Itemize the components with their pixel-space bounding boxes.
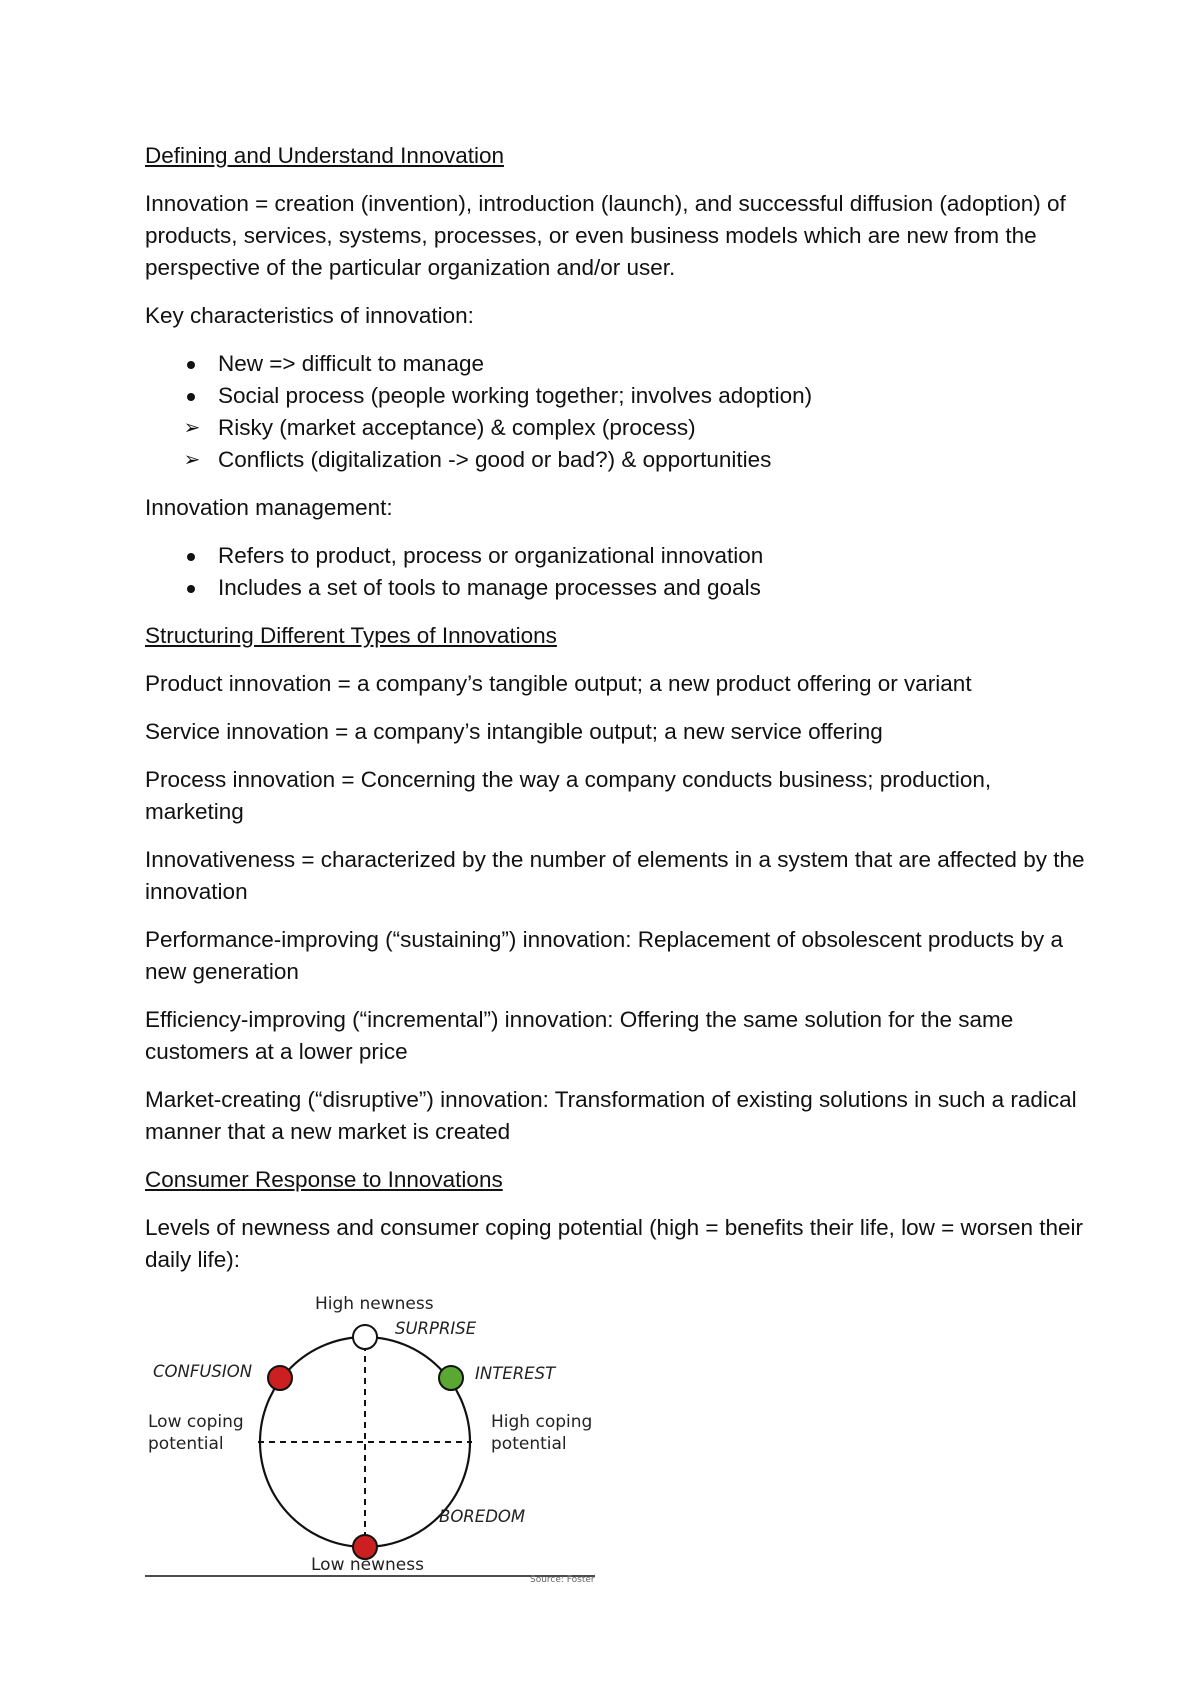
list-item — [145, 572, 1085, 604]
low-newness-label: Low newness — [311, 1555, 424, 1575]
section-heading-consumer: Consumer Response to Innovations — [145, 1167, 503, 1192]
surprise-point — [353, 1325, 377, 1349]
list-item-text: New => difficult to manage — [218, 351, 484, 376]
section-heading-defining: Defining and Understand Innovation — [145, 143, 505, 168]
confusion-label: CONFUSION — [153, 1362, 253, 1381]
list-item-text: Refers to product, process or organizational innovation — [218, 543, 764, 568]
list-item — [145, 348, 1085, 380]
low-coping-label-line1: Low coping — [148, 1412, 244, 1432]
list-item-text: Conflicts (digitalization -> good or bad?) & opportunities — [218, 447, 772, 472]
source-caption: Source: Foster — [530, 1575, 595, 1585]
type-paragraph: Product innovation = a company’s tangible output; a new product offering or variant — [145, 671, 972, 696]
newness-coping-diagram — [145, 1292, 595, 1585]
boredom-label: BOREDOM — [439, 1507, 526, 1526]
innovation-management-list — [145, 540, 1085, 604]
list-item-text: Includes a set of tools to manage processes and goals — [218, 575, 761, 600]
list-item — [145, 380, 1085, 412]
list-item — [145, 444, 1085, 476]
high-newness-label: High newness — [315, 1294, 434, 1314]
innovation-management-intro: Innovation management: — [145, 495, 393, 520]
confusion-point — [268, 1366, 292, 1390]
list-item-text: Social process (people working together; involves adoption) — [218, 383, 813, 408]
key-characteristics-list — [145, 348, 1085, 476]
consumer-intro: Levels of newness and consumer coping potential (high = benefits their life, low = worsen their daily life): — [145, 1215, 1084, 1272]
list-item-text: Risky (market acceptance) & complex (process) — [218, 415, 696, 440]
type-paragraph: Efficiency-improving (“incremental”) innovation: Offering the same solution for the same customers at a lower price — [145, 1007, 1014, 1064]
key-characteristics-intro: Key characteristics of innovation: — [145, 303, 474, 328]
list-item — [145, 540, 1085, 572]
interest-label: INTEREST — [475, 1364, 556, 1383]
list-item — [145, 412, 1085, 444]
type-paragraph: Innovativeness = characterized by the number of elements in a system that are affected by the innovation — [145, 847, 1085, 904]
surprise-label: SURPRISE — [395, 1319, 477, 1338]
type-paragraph: Market-creating (“disruptive”) innovation: Transformation of existing solutions in such a radical manner that a new market is created — [145, 1087, 1077, 1144]
high-coping-label-line1: High coping — [491, 1412, 593, 1432]
innovation-definition: Innovation = creation (invention), introduction (launch), and successful diffusion (adoption) of products, services, systems, processes, or even business models which are new from the perspective of the particular organization and/or user. — [145, 191, 1066, 280]
arrow-bullet-icon: ➢ — [183, 449, 201, 471]
high-coping-label-line2: potential — [491, 1434, 567, 1454]
low-coping-label-line2: potential — [148, 1434, 224, 1454]
section-heading-types: Structuring Different Types of Innovations — [145, 623, 557, 648]
type-paragraph: Process innovation = Concerning the way a company conducts business; production, marketing — [145, 767, 992, 824]
type-paragraph: Performance-improving (“sustaining”) innovation: Replacement of obsolescent products by a new generation — [145, 927, 1063, 984]
interest-point — [439, 1366, 463, 1390]
type-paragraph: Service innovation = a company’s intangible output; a new service offering — [145, 719, 883, 744]
document-page — [145, 140, 1085, 1585]
arrow-bullet-icon: ➢ — [183, 417, 201, 439]
